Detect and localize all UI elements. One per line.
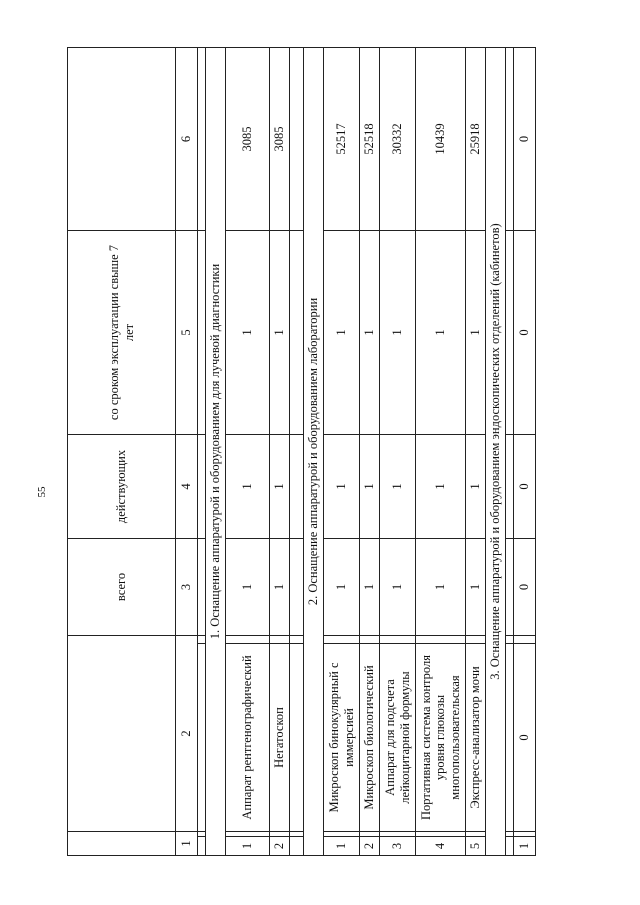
over7-count: 1 (466, 231, 486, 435)
over7-count: 0 (514, 231, 536, 435)
header-cell-2 (68, 636, 176, 832)
item-name: Негатоскоп (270, 644, 290, 832)
over7-count: 1 (270, 231, 290, 435)
item-name: Аппарат для подсчета лейкоцитарной формулы (380, 644, 416, 832)
active-count: 1 (380, 435, 416, 539)
total-count: 1 (466, 539, 486, 636)
row-number: 5 (466, 837, 486, 856)
active-count: 1 (226, 435, 270, 539)
table-row (270, 48, 290, 856)
total-count: 0 (514, 539, 536, 636)
col-number: 5 (176, 231, 198, 435)
code-value: 0 (514, 48, 536, 231)
total-count: 1 (324, 539, 360, 636)
code-value: 10439 (416, 48, 466, 231)
code-value: 52518 (360, 48, 380, 231)
table-row (380, 48, 416, 856)
row-number: 2 (270, 837, 290, 856)
row-number: 2 (360, 837, 380, 856)
header-cell-6 (68, 48, 176, 231)
code-value: 3085 (270, 48, 290, 231)
header-over7: со сроком эксплуатации свыше 7 лет (68, 231, 176, 435)
page-number: 55 (36, 486, 48, 498)
spacer-row (506, 48, 514, 856)
section-title-row (206, 48, 226, 856)
table-row (466, 48, 486, 856)
section-title: 1. Оснащение аппаратурой и оборудованием для лучевой диагностики (206, 48, 226, 856)
col-number: 2 (176, 636, 198, 832)
rotated-table-container (67, 48, 532, 856)
active-count: 1 (466, 435, 486, 539)
table-row (226, 48, 270, 856)
active-count: 1 (360, 435, 380, 539)
column-numbers-row (176, 48, 198, 856)
col-number: 3 (176, 539, 198, 636)
active-count: 0 (514, 435, 536, 539)
total-count: 1 (270, 539, 290, 636)
row-number: 3 (380, 837, 416, 856)
row-number: 1 (324, 837, 360, 856)
spacer-row (198, 48, 206, 856)
code-value: 3085 (226, 48, 270, 231)
header-total: всего (68, 539, 176, 636)
total-count: 1 (360, 539, 380, 636)
equipment-table (67, 47, 536, 856)
row-number: 4 (416, 837, 466, 856)
code-value: 52517 (324, 48, 360, 231)
col-number: 1 (176, 832, 198, 856)
over7-count: 1 (226, 231, 270, 435)
table-row (514, 48, 536, 856)
section-title: 3. Оснащение аппаратурой и оборудованием эндоскопических отделений (кабинетов) (486, 48, 506, 856)
col-number: 6 (176, 48, 198, 231)
item-name: 0 (514, 644, 536, 832)
header-active: действующих (68, 435, 176, 539)
item-name: Портативная система контроля уровня глюкозы многопользовательская (416, 644, 466, 832)
row-number: 1 (514, 837, 536, 856)
total-count: 1 (226, 539, 270, 636)
table-row (324, 48, 360, 856)
section-title-row (486, 48, 506, 856)
item-name: Экспресс-анализатор мочи (466, 644, 486, 832)
active-count: 1 (416, 435, 466, 539)
over7-count: 1 (416, 231, 466, 435)
header-row (68, 48, 176, 856)
over7-count: 1 (380, 231, 416, 435)
over7-count: 1 (324, 231, 360, 435)
item-name: Микроскоп биологический (360, 644, 380, 832)
code-value: 25918 (466, 48, 486, 231)
active-count: 1 (324, 435, 360, 539)
table-row (416, 48, 466, 856)
total-count: 1 (416, 539, 466, 636)
header-cell-1 (68, 832, 176, 856)
spacer-row (290, 48, 304, 856)
item-name: Микроскоп бинокулярный с иммерсией (324, 644, 360, 832)
table-row (360, 48, 380, 856)
item-name: Аппарат рентгенографический (226, 644, 270, 832)
section-title: 2. Оснащение аппаратурой и оборудованием лаборатории (304, 48, 324, 856)
code-value: 30332 (380, 48, 416, 231)
over7-count: 1 (360, 231, 380, 435)
active-count: 1 (270, 435, 290, 539)
col-number: 4 (176, 435, 198, 539)
row-number: 1 (226, 837, 270, 856)
total-count: 1 (380, 539, 416, 636)
section-title-row (304, 48, 324, 856)
